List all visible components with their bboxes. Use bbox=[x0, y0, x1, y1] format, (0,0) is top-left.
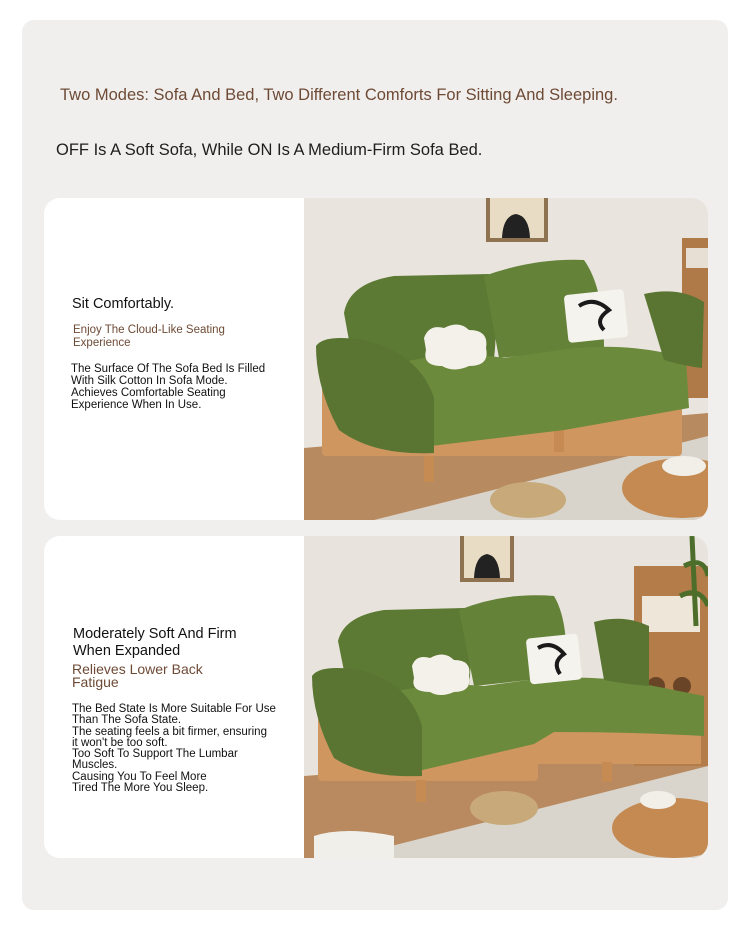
patterned-pillow bbox=[526, 633, 583, 684]
card-title-line: When Expanded bbox=[73, 643, 181, 659]
card-body-line: With Silk Cotton In Sofa Mode. bbox=[71, 375, 228, 387]
card-subtitle-line: Enjoy The Cloud-Like Seating bbox=[73, 324, 225, 336]
feature-card-sofa-mode bbox=[44, 198, 708, 520]
card-subtitle-line: Experience bbox=[73, 337, 131, 349]
card-subtitle-line: Fatigue bbox=[72, 674, 119, 690]
chair bbox=[314, 831, 394, 858]
subline: OFF Is A Soft Sofa, While ON Is A Medium-Firm Sofa Bed. bbox=[56, 141, 483, 159]
card-body-line: The Surface Of The Sofa Bed Is Filled bbox=[71, 363, 266, 375]
card-text bbox=[44, 198, 304, 520]
feature-card-bed-mode bbox=[44, 536, 708, 858]
card-body-line: Tired The More You Sleep. bbox=[72, 782, 209, 795]
pouf bbox=[470, 791, 538, 825]
shelf-books bbox=[642, 596, 700, 632]
headline: Two Modes: Sofa And Bed, Two Different Comforts For Sitting And Sleeping. bbox=[60, 86, 618, 104]
teapot bbox=[662, 456, 706, 476]
card-subtitle-line: Relieves Lower Back bbox=[72, 661, 203, 677]
cloud-pillow bbox=[424, 324, 487, 369]
card-title-line: Moderately Soft And Firm bbox=[73, 626, 237, 642]
card-body-line: Achieves Comfortable Seating bbox=[71, 387, 226, 399]
card-body-line: it won't be too soft. bbox=[72, 736, 168, 749]
card-body-line: Experience When In Use. bbox=[71, 399, 202, 411]
card-body-line: The seating feels a bit firmer, ensuring bbox=[72, 725, 267, 738]
card-subtitle bbox=[73, 324, 225, 350]
patterned-pillow bbox=[564, 289, 629, 343]
card-body-line: Muscles. bbox=[72, 759, 118, 772]
card-body-line: The Bed State Is More Suitable For Use bbox=[72, 703, 276, 715]
shelf-books bbox=[686, 248, 708, 268]
card-title bbox=[73, 626, 237, 660]
card-body-line: Than The Sofa State. bbox=[72, 714, 182, 727]
card-body bbox=[72, 704, 276, 794]
pouf bbox=[490, 482, 566, 518]
sofa-leg bbox=[416, 780, 426, 802]
sofa-leg bbox=[424, 456, 434, 482]
bed-mode-photo bbox=[304, 536, 708, 858]
sofa-leg bbox=[602, 762, 612, 782]
teapot bbox=[640, 791, 676, 809]
sofa-leg bbox=[554, 430, 564, 452]
card-title: Sit Comfortably. bbox=[72, 296, 175, 312]
sofa-mode-photo bbox=[304, 198, 708, 520]
card-body-line: Causing You To Feel More bbox=[72, 770, 207, 783]
card-body bbox=[71, 363, 265, 411]
card-text bbox=[44, 536, 304, 858]
card-subtitle bbox=[72, 663, 203, 689]
card-body-line: Too Soft To Support The Lumbar bbox=[72, 748, 238, 761]
